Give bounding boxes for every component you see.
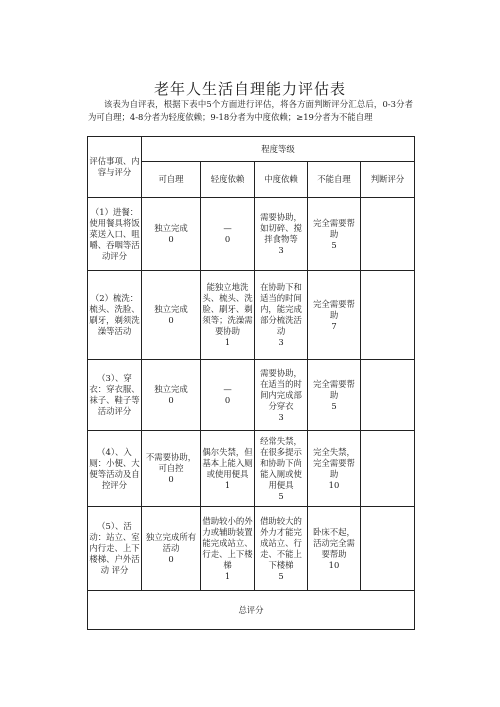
grade-score: 5 (331, 239, 337, 250)
grade-score: 5 (278, 490, 284, 501)
item-label: （5）、活动：站立、室内行走、上下楼梯、户外活动 评分 (89, 521, 140, 575)
header-group-label: 程度等级 (261, 143, 295, 154)
grade-cell (308, 198, 361, 271)
item-label: （4）、入厕：小便、大便等活动及自控评分 (89, 446, 140, 490)
item-cell (88, 360, 142, 431)
column-header (142, 162, 201, 198)
grade-text: — (223, 223, 232, 233)
grade-score: 10 (328, 559, 340, 570)
item-label: （2）梳洗：梳头、洗脸、刷牙，剃须洗澡等活动 (89, 293, 140, 336)
assessment-table (87, 136, 415, 630)
total-score-cell (88, 591, 415, 630)
grade-text: 完全需要帮助 (313, 217, 355, 239)
item-cell (88, 271, 142, 360)
grade-text: 借助较小的外力或辅助装置能完成站立、行走、上下楼梯 (202, 515, 253, 570)
grade-text: 独立完成所有活动 (145, 532, 197, 553)
grade-cell (201, 360, 255, 431)
grade-score: 0 (224, 234, 231, 244)
column-header-label: 判断评分 (370, 174, 405, 184)
grade-score: 7 (331, 320, 337, 331)
table-row (88, 271, 415, 360)
grade-text: — (223, 384, 232, 394)
grade-score: 0 (168, 474, 174, 484)
grade-cell (201, 198, 255, 271)
grade-score: 1 (224, 570, 231, 581)
grade-cell (255, 198, 308, 271)
grade-score: 1 (224, 479, 231, 490)
grade-cell (308, 431, 361, 507)
table-row (88, 507, 415, 591)
grade-score: 1 (224, 337, 231, 347)
grade-text: 在协助下和适当的时间内，能完成部分梳洗活动 (260, 282, 302, 336)
grade-score: 0 (168, 234, 174, 244)
grade-cell (142, 507, 201, 591)
column-header-label: 可自理 (158, 174, 184, 184)
judgment-score-cell (361, 431, 415, 507)
item-label: （1）进餐：使用餐具将饭菜送入口、咀嚼、吞咽等活动评分 (89, 206, 140, 261)
grade-cell (142, 431, 201, 507)
grade-text: 卧床不起，活动完全需要帮助 (313, 526, 355, 559)
item-cell (88, 507, 142, 591)
grade-cell (201, 507, 255, 591)
grade-cell (201, 271, 255, 360)
header-corner-label: 评估事项、内容与评分 (89, 156, 140, 177)
judgment-score-cell (361, 198, 415, 271)
column-header (255, 162, 308, 198)
grade-cell (308, 507, 361, 591)
item-cell (88, 431, 142, 507)
grade-score: 0 (168, 395, 174, 405)
grade-cell (201, 431, 255, 507)
page-title: 老年人生活自理能力评估表 (153, 80, 346, 98)
grade-text: 完全失禁，完全需要帮助 (313, 446, 355, 479)
grade-cell (255, 360, 308, 431)
column-header (308, 162, 361, 198)
grade-text: 需要协助，在适当的时间内完成部分穿衣 (260, 367, 302, 411)
grade-score: 3 (278, 411, 284, 422)
grade-cell (142, 198, 201, 271)
grade-score: 10 (328, 479, 340, 490)
grade-score: 5 (278, 570, 284, 581)
grade-score: 0 (168, 554, 174, 564)
grade-text: 完全需要帮助 (313, 378, 355, 400)
grade-text: 偶尔失禁，但基本上能入厕或使用便具 (202, 446, 253, 479)
item-label: （3）、穿衣：穿衣服、袜子、鞋子等活动评分 (89, 373, 140, 416)
judgment-score-cell (361, 360, 415, 431)
total-score-label: 总评分 (238, 604, 264, 615)
grade-text: 完全需要帮助 (313, 298, 355, 320)
grade-text: 独立完成 (154, 223, 188, 233)
grade-text: 借助较大的外力才能完成站立、行走、不能上下楼梯 (260, 515, 302, 570)
grade-text: 独立完成 (154, 384, 188, 394)
grade-cell (255, 507, 308, 591)
grade-score: 3 (278, 337, 284, 347)
column-header-label: 不能自理 (317, 174, 351, 184)
table-row (88, 431, 415, 507)
grade-cell (255, 271, 308, 360)
item-cell (88, 198, 142, 271)
judgment-score-cell (361, 507, 415, 591)
grade-cell (308, 360, 361, 431)
table-row (88, 360, 415, 431)
judgment-score-cell (361, 271, 415, 360)
column-header (201, 162, 255, 198)
table-row (88, 198, 415, 271)
grade-text: 需要协助，如切碎、搅拌食物等 (260, 212, 302, 244)
header-group-cell (142, 137, 415, 162)
total-row (88, 591, 415, 630)
grade-cell (142, 271, 201, 360)
grade-text: 经常失禁，在很多提示和协助下尚能入厕或使用便具 (260, 435, 302, 490)
grade-cell (142, 360, 201, 431)
grade-text: 不需要协助，可自控 (145, 452, 197, 473)
column-header-label: 中度依赖 (264, 174, 298, 184)
grade-text: 能独立地洗头、梳头、洗脸、刷牙、剃须等；洗澡需要协助 (202, 282, 253, 336)
grade-cell (255, 431, 308, 507)
column-header-label: 轻度依赖 (210, 174, 245, 184)
column-header (361, 162, 415, 198)
intro-paragraph: 该表为自评表，根据下表中5个方面进行评估，将各方面判断评分汇总后，0-3分者为可自理；4-8分者为轻度依赖；9-18分者为中度依赖；≥19分者为不能自理 (88, 99, 413, 122)
grade-score: 0 (168, 315, 174, 325)
grade-score: 5 (331, 400, 337, 411)
header-corner-cell (88, 137, 142, 198)
grade-cell (308, 271, 361, 360)
grade-score: 0 (224, 395, 231, 405)
grade-score: 3 (278, 245, 284, 255)
grade-text: 独立完成 (154, 304, 188, 314)
